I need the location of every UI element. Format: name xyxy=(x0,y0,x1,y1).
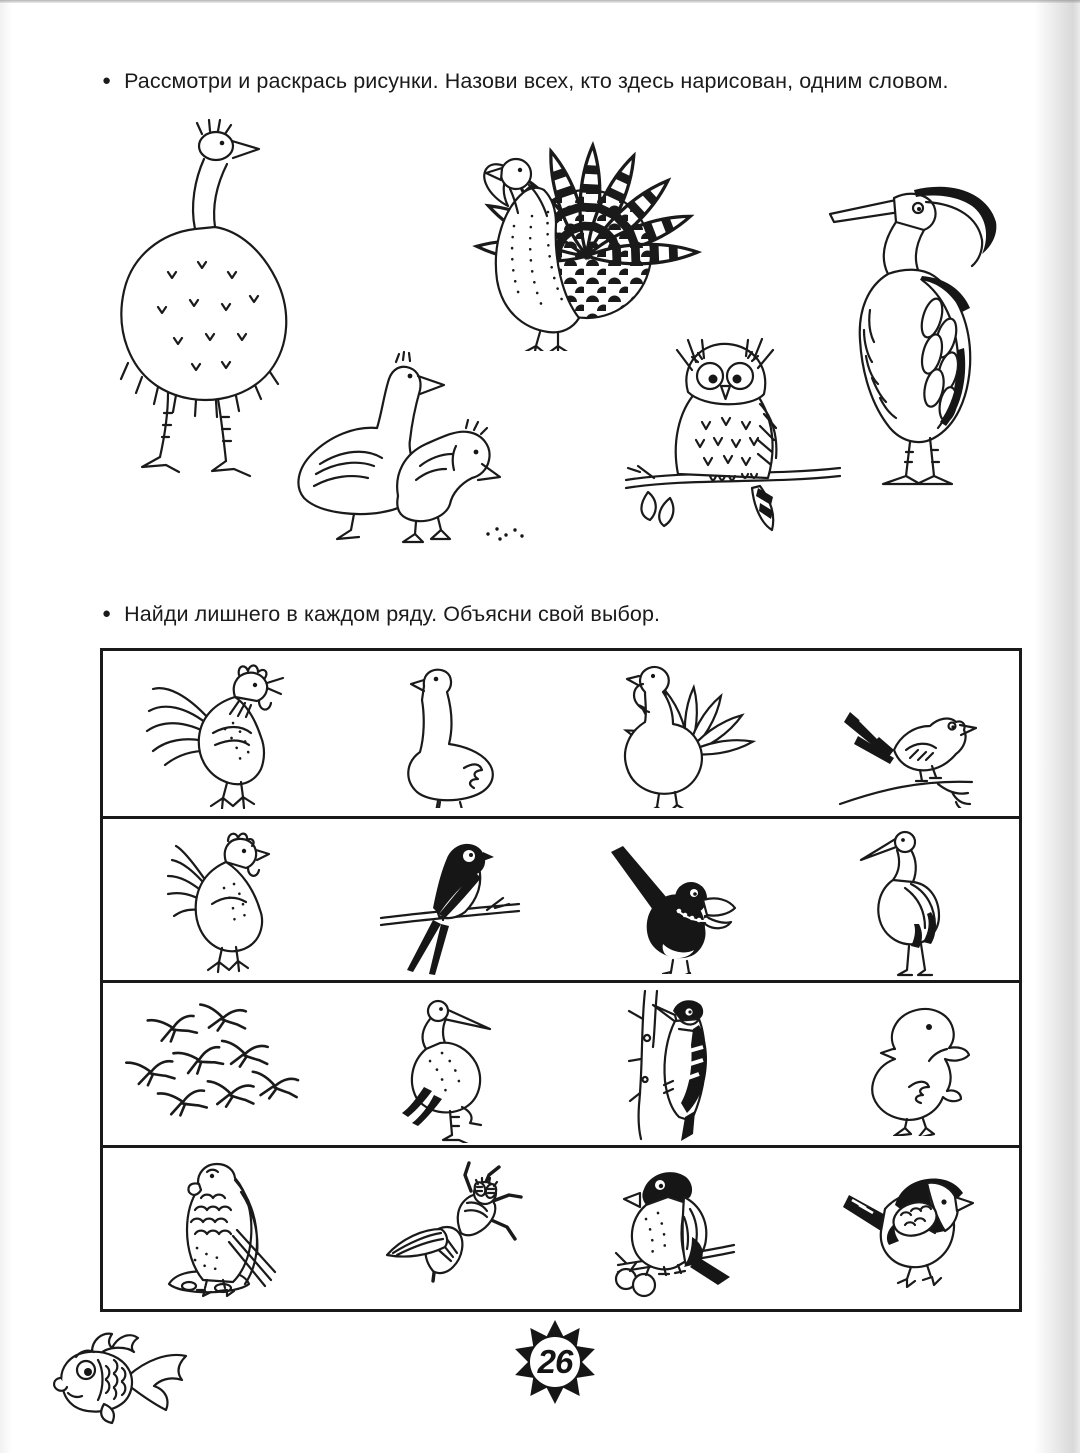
turkey-outline-illustration xyxy=(593,658,758,808)
magpie-illustration xyxy=(591,824,761,974)
grid-row-3 xyxy=(103,980,1019,1145)
grid-cell-hen xyxy=(103,819,332,981)
hen-illustration xyxy=(138,824,298,974)
rooster-illustration xyxy=(135,657,300,809)
swallow-illustration xyxy=(367,822,527,977)
page-number: 26 xyxy=(537,1343,573,1380)
bullfinch-illustration xyxy=(588,1153,763,1303)
scan-shadow-left xyxy=(0,0,12,1453)
grid-cell-eagle xyxy=(103,1148,332,1310)
stork-one-leg-illustration xyxy=(372,985,522,1143)
stork-illustration xyxy=(835,820,975,978)
goldfish-mascot xyxy=(48,1326,213,1433)
grid-cell-swallow xyxy=(332,819,561,981)
sparrow-illustration xyxy=(815,1153,995,1303)
goose-illustration xyxy=(372,658,522,808)
task-2-text: Найди лишнего в каждом ряду. Объясни свой выбор. xyxy=(124,602,661,626)
bullet-icon: ● xyxy=(102,72,112,89)
turkey-illustration xyxy=(452,96,712,356)
owl-illustration xyxy=(618,328,848,551)
grid-cell-fly xyxy=(332,1148,561,1310)
grid-cell-magpie xyxy=(561,819,790,981)
grid-cell-stork-one-leg xyxy=(332,983,561,1145)
eagle-illustration xyxy=(133,1152,303,1304)
grid-cell-bullfinch xyxy=(561,1148,790,1310)
grid-cell-stork xyxy=(790,819,1019,981)
fly-illustration xyxy=(367,1153,527,1303)
task-1 xyxy=(102,66,1037,96)
grid-row-4 xyxy=(103,1145,1019,1310)
grid-cell-turkey xyxy=(561,651,790,816)
scan-edge-top xyxy=(0,0,1080,3)
heron-illustration xyxy=(826,170,1016,500)
cuckoo-illustration xyxy=(820,658,990,808)
crane-flock-illustration xyxy=(113,994,323,1134)
grid-cell-rooster xyxy=(103,651,332,816)
grid-cell-crane-flock xyxy=(103,983,332,1145)
task-1-text: Рассмотри и раскрась рисунки. Назови всех, кто здесь нарисован, одним словом. xyxy=(124,69,949,93)
task-2 xyxy=(102,599,1037,629)
page-number-badge xyxy=(508,1318,602,1412)
grid-cell-sparrow xyxy=(790,1148,1019,1310)
grid-cell-woodpecker xyxy=(561,983,790,1145)
grid-cell-duckling xyxy=(790,983,1019,1145)
grid-row-1 xyxy=(103,651,1019,816)
bullet-icon: ● xyxy=(102,605,112,622)
geese-illustration xyxy=(270,346,535,556)
puzzle-grid xyxy=(100,648,1022,1312)
goldfish-icon xyxy=(48,1326,213,1428)
grid-row-2 xyxy=(103,816,1019,981)
scan-shadow-right xyxy=(1034,0,1080,1453)
woodpecker-illustration xyxy=(601,985,751,1143)
grid-cell-goose xyxy=(332,651,561,816)
grid-cell-cuckoo xyxy=(790,651,1019,816)
duckling-illustration xyxy=(825,991,985,1136)
